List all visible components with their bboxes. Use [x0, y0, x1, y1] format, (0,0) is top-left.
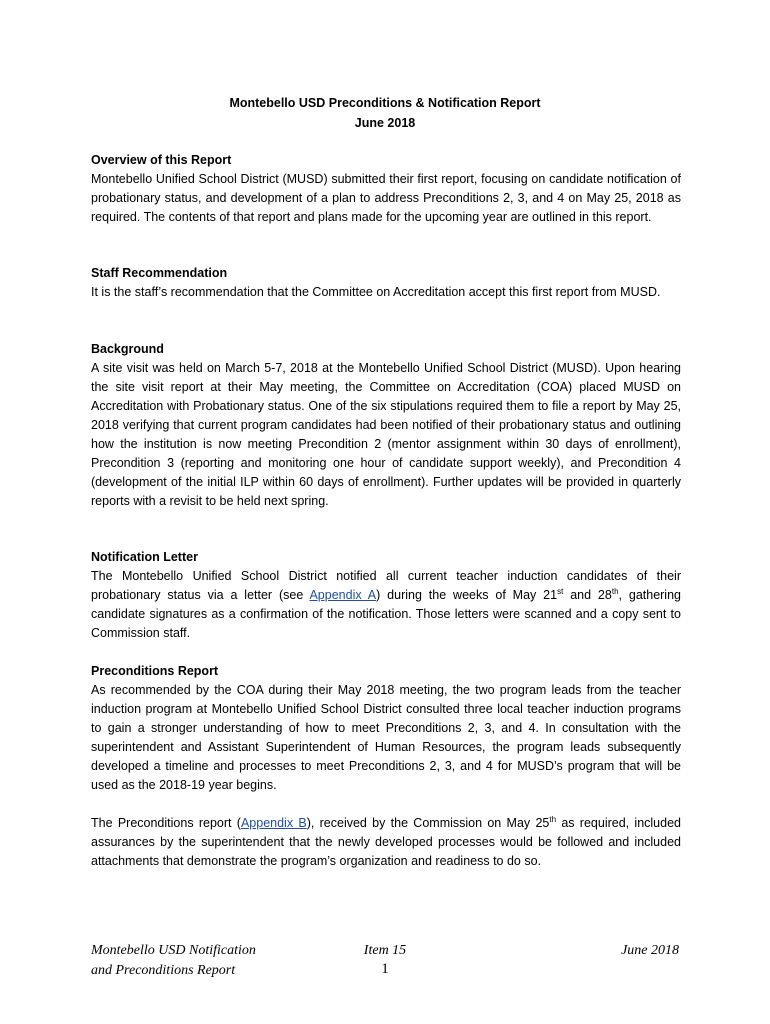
footer-title-line-1: Montebello USD Notification [91, 943, 256, 958]
p2-text-end: as required, included assurances by the superintendent that the newly developed processes would be followed and included attachments that demonstrate the program’s organization and readiness to do so. [91, 816, 681, 868]
report-date: June 2018 [354, 116, 416, 130]
ordinal-suffix-st: st [557, 586, 564, 596]
preconditions-paragraph-2 [91, 814, 681, 871]
appendix-a-link[interactable]: Appendix A [309, 588, 377, 602]
staff-recommendation-heading: Staff Recommendation [91, 266, 228, 280]
page-number: 1 [381, 961, 389, 977]
background-paragraph: A site visit was held on March 5-7, 2018 at the Montebello Unified School District (MUSD). Upon hearing the site visit report at their May meeting, the Committee on Accreditation (COA) placed MUSD on Accreditation with Probationary status. One of the six stipulations required them to file a report by May 25, 2018 verifying that current program candidates had been notified of their probationary status and outlining how the institution is now meeting Precondition 2 (mentor assignment within 30 days of enrollment), Precondition 3 (reporting and monitoring one hour of candidate support weekly), and Precondition 4 (development of the initial ILP within 60 days of enrollment). Further updates will be provided in quarterly reports with a revisit to be held next spring. [91, 361, 681, 508]
footer-date: June 2018 [621, 943, 679, 958]
appendix-b-link[interactable]: Appendix B [240, 816, 307, 830]
notification-letter-paragraph [91, 567, 681, 643]
p2-text-before-link: The Preconditions report ( [91, 816, 241, 830]
footer-title-line-2: and Preconditions Report [91, 963, 236, 978]
notification-letter-heading: Notification Letter [91, 550, 198, 564]
notification-text-before-link: The Montebello Unified School District notified all current teacher induction candidates of their probationary status via a letter (see [91, 569, 681, 602]
footer-document-title [91, 941, 311, 981]
p2-text-after-link: ), received by the Commission on May 25 [306, 816, 550, 830]
preconditions-report-heading: Preconditions Report [91, 664, 219, 678]
ordinal-suffix-th: th [549, 814, 557, 824]
overview-heading: Overview of this Report [91, 153, 232, 167]
footer-item-number: Item 15 [363, 943, 407, 958]
report-title: Montebello USD Preconditions & Notification Report [229, 96, 541, 110]
notification-text-end: , gathering candidate signatures as a confirmation of the notification. Those letters were scanned and a copy sent to Commission staff. [91, 588, 681, 640]
notification-text-and: and 28 [563, 588, 612, 602]
overview-paragraph: Montebello Unified School District (MUSD) submitted their first report, focusing on candidate notification of probationary status, and development of a plan to address Preconditions 2, 3, and 4 on May 25, 2018 as required. The contents of that report and plans made for the upcoming year are outlined in this report. [91, 172, 681, 224]
preconditions-paragraph-1: As recommended by the COA during their May 2018 meeting, the two program leads from the teacher induction program at Montebello Unified School District consulted three local teacher induction programs to gain a stronger understanding of how to meet Preconditions 2, 3, and 4. In consultation with the superintendent and Assistant Superintendent of Human Resources, the program leads subsequently developed a timeline and processes to meet Preconditions 2, 3, and 4 for MUSD’s program that will be used as the 2018-19 year begins. [91, 683, 681, 792]
background-heading: Background [91, 342, 164, 356]
notification-text-after-link: ) during the weeks of May 21 [376, 588, 558, 602]
ordinal-suffix-th: th [611, 586, 619, 596]
staff-recommendation-paragraph: It is the staff’s recommendation that the Committee on Accreditation accept this first report from MUSD. [91, 285, 661, 299]
